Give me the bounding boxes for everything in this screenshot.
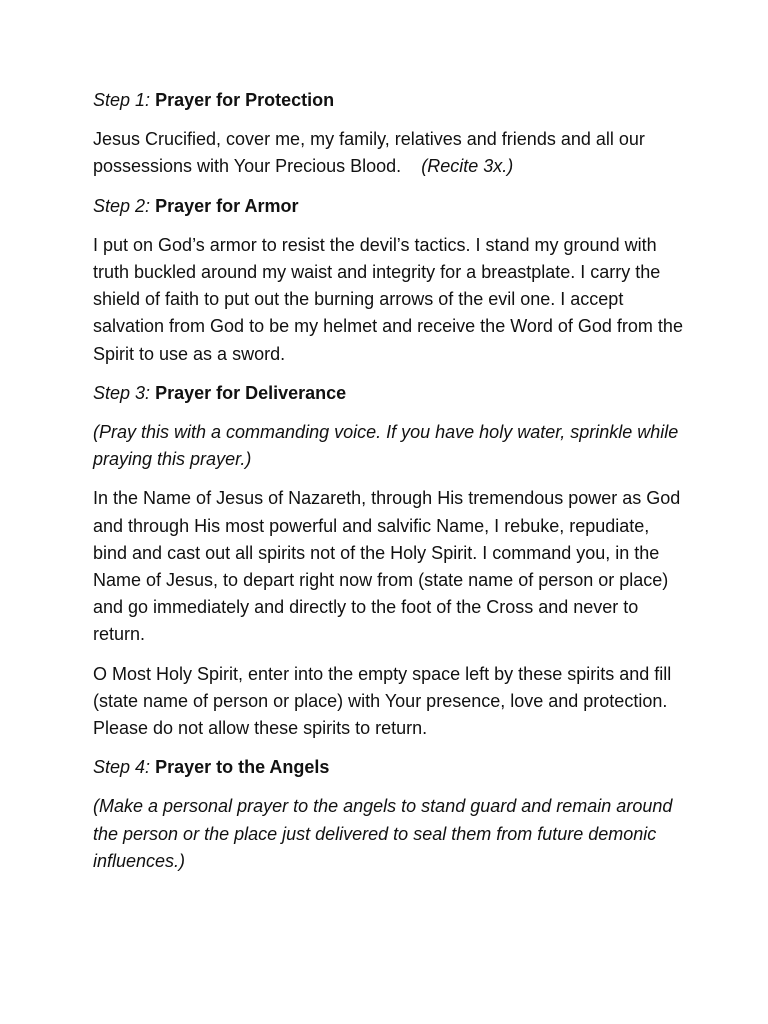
step-3-prayer-continued: O Most Holy Spirit, enter into the empty space left by these spirits and fill (state name of person or place) with Your presence, love and protection. Please do not allow these spirits to return. [93,663,672,739]
step-1-title: Prayer for Protection [155,90,335,110]
step-3-instruction: (Pray this with a commanding voice. If you have holy water, sprinkle while praying this prayer.) [93,422,679,470]
prayer-document [93,87,683,887]
step-2-prayer: I put on God’s armor to resist the devil’s tactics. I stand my ground with truth buckled around my waist and integrity for a breastplate. I carry the shield of faith to put out the burning arrows of the evil one. I accept salvation from God to be my helmet and receive the Word of God from the Spirit to use as a sword. [93,234,683,364]
step-2-title: Prayer for Armor [155,195,299,216]
step-1-prayer-text: Jesus Crucified, cover me, my family, relatives and friends and all our possessions with Your Precious Blood. [93,129,645,177]
step-1-prayer [93,126,683,180]
step-4-heading [93,754,683,781]
step-1-recite-note: (Recite 3x.) [421,156,514,177]
step-3-heading [93,380,683,407]
step-2-label: Step 2: [93,195,151,216]
step-4-instruction: (Make a personal prayer to the angels to stand guard and remain around the person or the place just delivered to seal them from future demonic influences.) [93,796,673,871]
step-2-heading [93,193,683,220]
step-4-title: Prayer to the Angels [155,757,330,778]
step-3-prayer: In the Name of Jesus of Nazareth, through His tremendous power as God and through His most powerful and salvific Name, I rebuke, repudiate, bind and cast out all spirits not of the Holy Spirit. I command you, in the Name of Jesus, to depart right now from (state name of person or place) and go immediately and directly to the foot of the Cross and never to return. [93,488,681,645]
step-1-heading [93,87,683,114]
step-4-label: Step 4: [93,757,151,778]
step-3-title: Prayer for Deliverance [155,382,347,403]
step-1-label: Step 1: [93,90,151,110]
step-3-label: Step 3: [93,382,151,403]
